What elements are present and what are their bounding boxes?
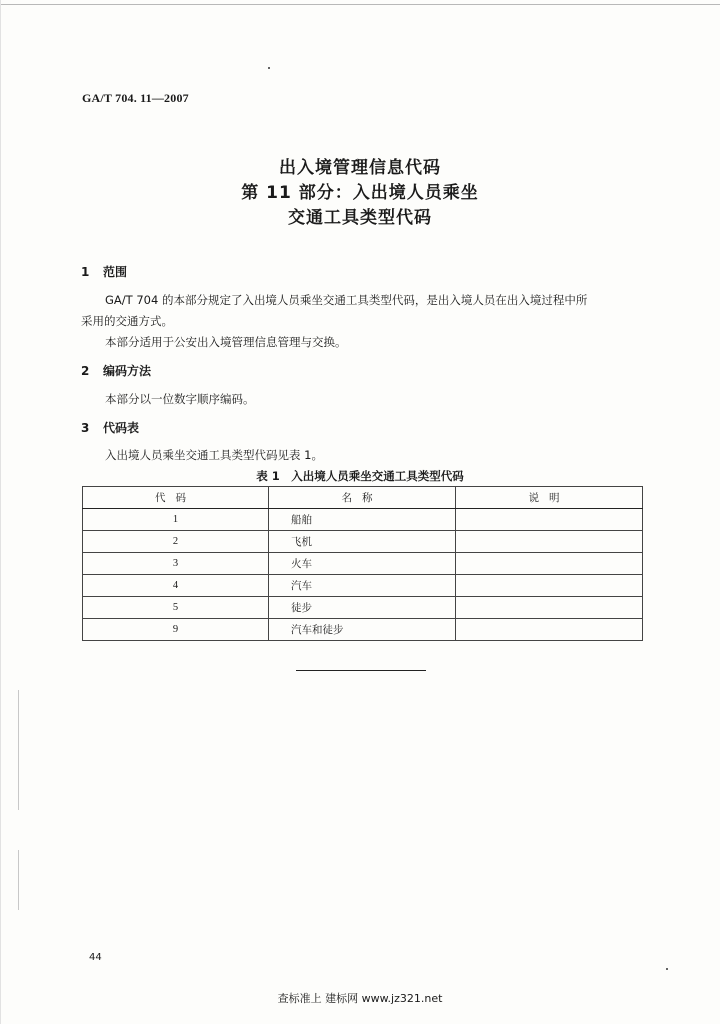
page-number: 44 <box>89 952 102 963</box>
section-number: 3 <box>81 421 90 435</box>
cell-note <box>456 575 643 597</box>
cell-code: 5 <box>83 597 269 619</box>
section-title: 范围 <box>103 265 128 279</box>
cell-note <box>456 509 643 531</box>
column-header-note: 说明 <box>456 487 643 509</box>
cell-name: 火车 <box>269 553 456 575</box>
cell-note <box>456 553 643 575</box>
table-row <box>83 531 643 553</box>
column-header-name: 名称 <box>269 487 456 509</box>
section-heading-scope <box>81 264 127 280</box>
cell-name: 汽车和徒步 <box>269 619 456 641</box>
cell-name: 飞机 <box>269 531 456 553</box>
section-number: 1 <box>81 265 90 279</box>
scan-top-rule <box>0 4 720 5</box>
section-number: 2 <box>81 364 90 378</box>
section-heading-code-table <box>81 420 139 436</box>
paragraph: 入出境人员乘坐交通工具类型代码见表 1。 <box>105 448 323 462</box>
cell-code: 4 <box>83 575 269 597</box>
cell-code: 9 <box>83 619 269 641</box>
cell-code: 1 <box>83 509 269 531</box>
table-row <box>83 619 643 641</box>
table-header-row <box>83 487 643 509</box>
scan-left-mark <box>18 850 19 910</box>
cell-code: 2 <box>83 531 269 553</box>
cell-name: 徒步 <box>269 597 456 619</box>
document-title-line-3: 交通工具类型代码 <box>288 208 432 228</box>
code-table <box>82 486 643 641</box>
paragraph: 本部分以一位数字顺序编码。 <box>105 392 255 406</box>
column-header-code: 代码 <box>83 487 269 509</box>
cell-name: 船舶 <box>269 509 456 531</box>
paragraph: 本部分适用于公安出入境管理信息管理与交换。 <box>105 335 347 349</box>
scan-left-mark <box>18 690 19 810</box>
scan-speck <box>268 67 270 69</box>
section-title: 代码表 <box>103 421 140 435</box>
section-title: 编码方法 <box>103 364 152 378</box>
table-row <box>83 575 643 597</box>
table-row <box>83 509 643 531</box>
cell-name: 汽车 <box>269 575 456 597</box>
paragraph: GA/T 704 的本部分规定了入出境人员乘坐交通工具类型代码，是出入境人员在出入境过程中所 <box>105 293 588 307</box>
table-caption: 表 1 入出境人员乘坐交通工具类型代码 <box>256 469 464 483</box>
paragraph: 采用的交通方式。 <box>81 314 173 328</box>
cell-code: 3 <box>83 553 269 575</box>
section-heading-coding-method <box>81 363 151 379</box>
scan-speck <box>666 968 668 970</box>
cell-note <box>456 619 643 641</box>
cell-note <box>456 597 643 619</box>
document-title-line-1: 出入境管理信息代码 <box>279 158 441 178</box>
table-row <box>83 553 643 575</box>
watermark-footer: 查标准上 建标网 www.jz321.net <box>277 992 443 1005</box>
cell-note <box>456 531 643 553</box>
end-of-document-rule <box>296 670 426 671</box>
scan-left-edge <box>0 0 1 1024</box>
standard-code: GA/T 704. 11—2007 <box>82 91 189 105</box>
document-title-line-2: 第 11 部分：入出境人员乘坐 <box>241 183 479 203</box>
table-row <box>83 597 643 619</box>
